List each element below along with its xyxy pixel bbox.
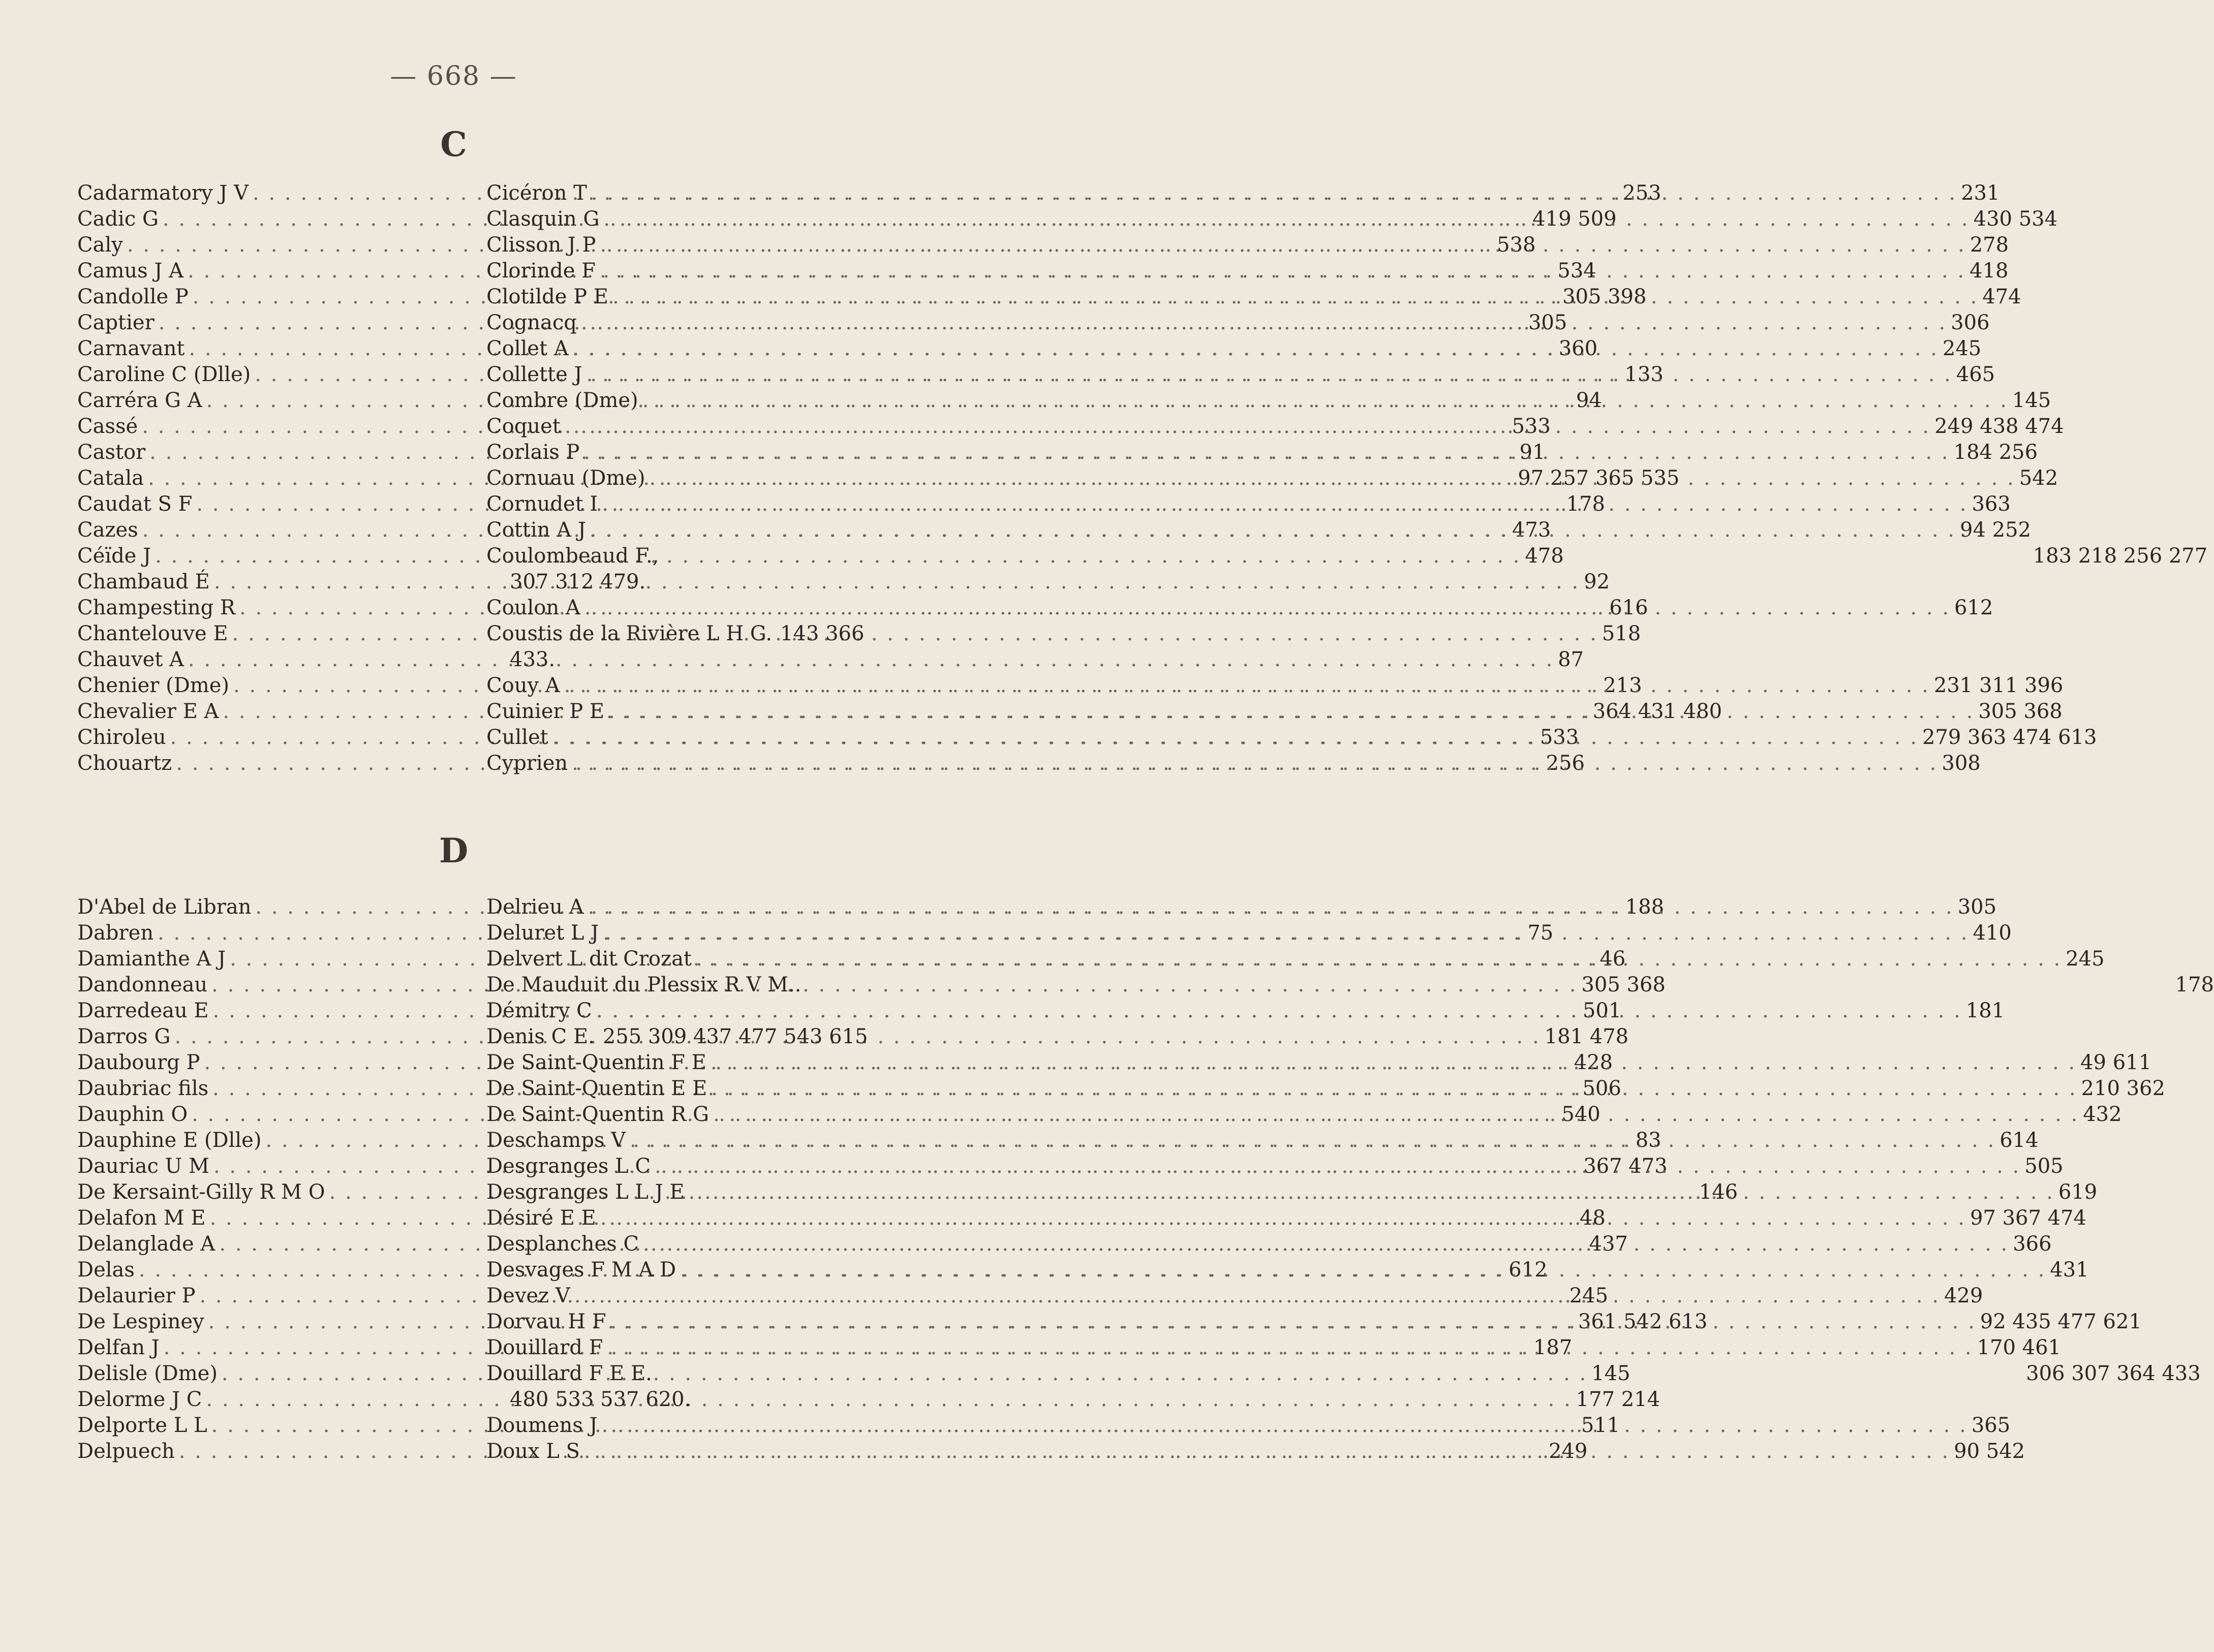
entry-pages: 419 509 bbox=[1532, 207, 1617, 231]
entry-name: Carnavant bbox=[77, 337, 185, 360]
entry-name: Daubourg P bbox=[77, 1051, 200, 1074]
entry-pages: 253 bbox=[1622, 181, 1662, 205]
entry-name: Darros G bbox=[77, 1025, 171, 1048]
entry-name: Champesting R bbox=[77, 596, 236, 619]
entry-name: Cornuau (Dme) bbox=[486, 466, 645, 490]
entry-name: Cicéron T bbox=[486, 181, 587, 205]
entry-pages: 90 542 bbox=[1954, 1440, 2025, 1463]
section-letter-c: C bbox=[440, 124, 467, 164]
entry-name: Cottin A J bbox=[486, 518, 586, 542]
entry-name: Delporte L L bbox=[77, 1414, 207, 1437]
entry-pages: 87 bbox=[1558, 648, 1584, 671]
entry-pages: 363 bbox=[1972, 492, 2011, 516]
entry-pages: 612 bbox=[1954, 596, 1993, 619]
entry-name: Cadic G bbox=[77, 207, 159, 231]
entry-name: Douillard F bbox=[486, 1336, 603, 1359]
entry-pages: 308 bbox=[1942, 752, 1981, 775]
entry-pages: 410 bbox=[1973, 921, 2012, 945]
entry-pages: 183 218 256 277 bbox=[2033, 544, 2208, 568]
entry-name: Chauvet A bbox=[77, 648, 184, 671]
entry-pages: 133 bbox=[1624, 363, 1664, 386]
dot-leader bbox=[188, 647, 1554, 673]
entry-name: Catala bbox=[77, 466, 144, 490]
entry-name: Désiré E E bbox=[486, 1206, 596, 1230]
entry-pages: 418 bbox=[1970, 259, 2009, 283]
entry-pages: 305 368 bbox=[1978, 700, 2063, 723]
index-entry-continuation: 307 312 479. bbox=[510, 570, 646, 594]
entry-pages: 505 bbox=[2024, 1155, 2064, 1178]
entry-name: De Saint-Quentin F E bbox=[486, 1051, 706, 1074]
dot-leader bbox=[584, 1439, 1950, 1464]
dot-leader bbox=[564, 673, 1930, 699]
entry-name: Douillard F E E. bbox=[486, 1362, 652, 1385]
entry-pages: 145 bbox=[2012, 389, 2051, 412]
entry-name: Dauphine E (Dlle) bbox=[77, 1129, 262, 1152]
entry-name: Delas bbox=[77, 1258, 135, 1282]
index-entry-continuation: 433. bbox=[510, 648, 556, 671]
dot-leader bbox=[565, 414, 1930, 440]
entry-name: Démitry C bbox=[486, 999, 592, 1022]
entry-pages: 306 307 364 433 bbox=[2026, 1362, 2201, 1385]
entry-pages: 245 bbox=[1569, 1284, 1609, 1307]
entry-pages: 181 478 bbox=[1544, 1025, 1629, 1048]
entry-pages: 94 252 bbox=[1960, 518, 2031, 542]
entry-name: Clisson J P bbox=[486, 233, 596, 257]
entry-pages: 431 bbox=[2050, 1258, 2089, 1282]
entry-name: Caroline C (Dlle) bbox=[77, 363, 251, 386]
entry-pages: 48 bbox=[1579, 1206, 1606, 1230]
entry-name: Cuinier P E bbox=[486, 700, 605, 723]
entry-name: Coustis de la Rivière L H G. bbox=[486, 622, 773, 645]
entry-pages: 542 bbox=[2019, 466, 2058, 490]
entry-pages: 533 bbox=[1512, 415, 1551, 438]
entry-pages: 170 461 bbox=[1977, 1336, 2062, 1359]
entry-name: Desgranges L L J E bbox=[486, 1180, 685, 1204]
entry-pages: 143 366 bbox=[780, 622, 865, 645]
dot-leader bbox=[689, 1179, 2054, 1205]
entry-name: Delpuech bbox=[77, 1440, 175, 1463]
entry-name: Castor bbox=[77, 441, 146, 464]
entry-name: Deluret L J bbox=[486, 921, 599, 945]
entry-name: Cognacq bbox=[486, 311, 577, 334]
entry-pages: 465 bbox=[1956, 363, 1995, 386]
dot-leader bbox=[585, 595, 1950, 621]
entry-name: Delrieu A bbox=[486, 895, 584, 919]
entry-pages: 92 435 477 621 bbox=[1980, 1310, 2142, 1333]
entry-name: Delaurier P bbox=[77, 1284, 196, 1307]
entry-name: Combre (Dme) bbox=[486, 389, 638, 412]
entry-pages: 46 bbox=[1600, 947, 1626, 971]
entry-pages: 94 bbox=[1576, 389, 1602, 412]
entry-name: Cadarmatory J V bbox=[77, 181, 249, 205]
entry-name: Chambaud É bbox=[77, 570, 210, 594]
entry-pages: 533 bbox=[1540, 726, 1579, 749]
dot-leader bbox=[603, 206, 1969, 232]
entry-name: Dauphin O bbox=[77, 1103, 188, 1126]
entry-name: De Saint-Quentin E E bbox=[486, 1077, 708, 1100]
dot-leader bbox=[600, 232, 1965, 258]
entry-name: Collet A bbox=[486, 337, 569, 360]
entry-pages: 245 bbox=[2066, 947, 2105, 971]
entry-pages: 146 bbox=[1699, 1180, 1738, 1204]
entry-pages: 184 256 bbox=[1953, 441, 2038, 464]
entry-name: Dauriac U M bbox=[77, 1155, 209, 1178]
page-number: — 668 — bbox=[390, 61, 517, 91]
entry-name: Dabren bbox=[77, 921, 154, 945]
index-entry bbox=[486, 1024, 868, 1050]
entry-pages: 430 534 bbox=[1973, 207, 2058, 231]
entry-pages: 366 bbox=[2013, 1232, 2052, 1256]
entry-pages: 92 bbox=[1584, 570, 1610, 594]
entry-name: Coulombeaud F., bbox=[486, 544, 659, 568]
dot-leader bbox=[574, 1283, 1940, 1309]
entry-name: Delorme J C bbox=[77, 1388, 202, 1411]
entry-name: Cassé bbox=[77, 415, 138, 438]
dot-leader bbox=[583, 440, 1949, 465]
entry-name: Captier bbox=[77, 311, 155, 334]
entry-pages: 367 473 bbox=[1583, 1155, 1668, 1178]
entry-pages: 518 bbox=[1602, 622, 1641, 645]
entry-name: Candolle P bbox=[77, 285, 189, 308]
entry-pages: 614 bbox=[2000, 1129, 2039, 1152]
entry-pages: 616 bbox=[1609, 596, 1648, 619]
entry-name: Chenier (Dme) bbox=[77, 674, 229, 697]
entry-name: Caudat S F bbox=[77, 492, 193, 516]
dot-leader bbox=[680, 1257, 2046, 1283]
entry-pages: 619 bbox=[2058, 1180, 2098, 1204]
entry-pages: 474 bbox=[1982, 285, 2021, 308]
entry-name: Chiroleu bbox=[77, 726, 166, 749]
dot-leader bbox=[581, 310, 1947, 336]
dot-leader bbox=[612, 284, 1978, 310]
entry-name: Doux L S bbox=[486, 1440, 580, 1463]
entry-pages: 305 bbox=[1528, 311, 1567, 334]
dot-leader bbox=[607, 1335, 1973, 1361]
entry-name: Delafon M E bbox=[77, 1206, 206, 1230]
entry-pages: 540 bbox=[1561, 1103, 1601, 1126]
dot-leader bbox=[630, 1128, 1995, 1154]
entry-pages: 249 bbox=[1549, 1440, 1588, 1463]
entry-pages: 612 bbox=[1509, 1258, 1548, 1282]
entry-name: Dandonneau bbox=[77, 973, 208, 996]
entry-name: De Saint-Quentin R G bbox=[486, 1103, 709, 1126]
entry-pages: 365 bbox=[1971, 1414, 2011, 1437]
entry-name: Denis C E. bbox=[486, 1025, 595, 1048]
entry-pages: 305 368 bbox=[1581, 973, 1666, 996]
dot-leader bbox=[655, 1154, 2020, 1179]
entry-pages: 279 363 474 613 bbox=[1922, 726, 2097, 749]
entry-pages: 278 bbox=[1970, 233, 2009, 257]
entry-pages: 181 bbox=[1965, 999, 2005, 1022]
dot-leader bbox=[603, 920, 1969, 946]
entry-pages: 437 bbox=[1589, 1232, 1628, 1256]
section-letter-d: D bbox=[439, 831, 469, 870]
entry-pages: 538 bbox=[1497, 233, 1536, 257]
entry-name: Coquet bbox=[486, 415, 561, 438]
entry-pages: 231 bbox=[1961, 181, 2000, 205]
entry-pages: 83 bbox=[1635, 1129, 1662, 1152]
dot-leader bbox=[572, 751, 1938, 776]
entry-pages: 245 bbox=[1942, 337, 1982, 360]
entry-name: Cyprien bbox=[486, 752, 568, 775]
entry-name: Cornudet I bbox=[486, 492, 598, 516]
entry-pages: 364 431 480 bbox=[1592, 700, 1723, 723]
entry-name: Damianthe A J bbox=[77, 947, 226, 971]
dot-leader bbox=[602, 491, 1967, 517]
entry-pages: 97 257 365 535 bbox=[1518, 466, 1680, 490]
dot-leader bbox=[713, 1102, 2079, 1128]
entry-name: Delvert L dit Crozat bbox=[486, 947, 692, 971]
entry-name: Desgranges L C bbox=[486, 1155, 651, 1178]
entry-pages: 255 309 437 477 543 615 bbox=[602, 1025, 868, 1048]
entry-name: Delfan J bbox=[77, 1336, 160, 1359]
entry-pages: 249 438 474 bbox=[1934, 415, 2064, 438]
entry-name: De Mauduit du Plessix R V M.. bbox=[486, 973, 802, 996]
entry-pages: 210 362 bbox=[2081, 1077, 2165, 1100]
dot-leader bbox=[610, 1309, 1976, 1335]
entry-name: Cazes bbox=[77, 518, 138, 542]
entry-name: Cullet bbox=[486, 726, 548, 749]
dot-leader bbox=[214, 569, 1580, 595]
entry-name: Couy A bbox=[486, 674, 560, 697]
entry-pages: 429 bbox=[1944, 1284, 1983, 1307]
dot-leader bbox=[587, 362, 1952, 388]
entry-pages: 75 bbox=[1527, 921, 1554, 945]
dot-leader bbox=[602, 1413, 1967, 1439]
entry-name: Deschamps V bbox=[486, 1129, 626, 1152]
entry-pages: 145 bbox=[1591, 1362, 1631, 1385]
dot-leader bbox=[711, 1050, 2076, 1076]
entry-name: Daubriac fils bbox=[77, 1077, 209, 1100]
dot-leader bbox=[642, 388, 2008, 414]
dot-leader bbox=[643, 1231, 2009, 1257]
entry-pages: 188 bbox=[1625, 895, 1665, 919]
entry-name: De Lespiney bbox=[77, 1310, 204, 1333]
dot-leader bbox=[596, 998, 1962, 1024]
dot-leader bbox=[696, 946, 2062, 972]
dot-leader bbox=[588, 894, 1953, 920]
entry-pages: 178 bbox=[1566, 492, 1605, 516]
entry-pages: 256 bbox=[1546, 752, 1585, 775]
entry-pages: 506 bbox=[1582, 1077, 1621, 1100]
dot-leader bbox=[711, 1076, 2077, 1102]
dot-leader bbox=[591, 180, 1957, 206]
entry-pages: 213 bbox=[1603, 674, 1642, 697]
dot-leader bbox=[650, 465, 2015, 491]
entry-pages: 511 bbox=[1581, 1414, 1620, 1437]
entry-name: De Kersaint-Gilly R M O bbox=[77, 1180, 325, 1204]
dot-leader bbox=[206, 1387, 1572, 1413]
entry-name: Coulon A bbox=[486, 596, 580, 619]
entry-name: Collette J bbox=[486, 363, 582, 386]
entry-name: Clotilde P E bbox=[486, 285, 608, 308]
entry-name: Delanglade A bbox=[77, 1232, 216, 1256]
dot-leader bbox=[232, 621, 1598, 647]
entry-pages: 231 311 396 bbox=[1933, 674, 2064, 697]
entry-pages: 178 bbox=[2175, 973, 2214, 996]
entry-pages: 305 398 bbox=[1562, 285, 1647, 308]
dot-leader bbox=[600, 1205, 1966, 1231]
dot-leader bbox=[211, 972, 1577, 998]
entry-pages: 361 542 613 bbox=[1578, 1310, 1708, 1333]
entry-name: Camus J A bbox=[77, 259, 184, 283]
entry-pages: 177 214 bbox=[1576, 1388, 1660, 1411]
entry-pages: 473 bbox=[1512, 518, 1551, 542]
entry-pages: 428 bbox=[1574, 1051, 1613, 1074]
entry-name: Clasquin G bbox=[486, 207, 600, 231]
entry-name: Chouartz bbox=[77, 752, 172, 775]
entry-pages: 360 bbox=[1558, 337, 1598, 360]
entry-name: Devez V bbox=[486, 1284, 570, 1307]
index-entry bbox=[486, 621, 865, 647]
dot-leader bbox=[552, 725, 1918, 751]
entry-name: Doumens J bbox=[486, 1414, 598, 1437]
entry-name: D'Abel de Libran bbox=[77, 895, 252, 919]
entry-name: Clorinde F bbox=[486, 259, 596, 283]
entry-pages: 187 bbox=[1533, 1336, 1573, 1359]
entry-name: Céïde J bbox=[77, 544, 151, 568]
entry-pages: 534 bbox=[1557, 259, 1596, 283]
dot-leader bbox=[222, 1361, 1587, 1387]
entry-name: Caly bbox=[77, 233, 123, 257]
entry-pages: 97 367 474 bbox=[1970, 1206, 2086, 1230]
entry-pages: 432 bbox=[2083, 1103, 2122, 1126]
entry-pages: 49 611 bbox=[2080, 1051, 2152, 1074]
entry-name: Chantelouve E bbox=[77, 622, 228, 645]
dot-leader bbox=[608, 699, 1974, 725]
entry-name: Corlais P bbox=[486, 441, 580, 464]
dot-leader bbox=[573, 336, 1939, 362]
entry-name: Darredeau E bbox=[77, 999, 209, 1022]
entry-name: Carréra G A bbox=[77, 389, 202, 412]
entry-name: Chevalier E A bbox=[77, 700, 219, 723]
entry-pages: 501 bbox=[1582, 999, 1622, 1022]
entry-name: Desplanches C bbox=[486, 1232, 639, 1256]
entry-name: Dorvau H F bbox=[486, 1310, 606, 1333]
dot-leader bbox=[590, 517, 1956, 543]
entry-name: Desvages F M A D bbox=[486, 1258, 676, 1282]
index-entry-continuation: 480 533 537 620. bbox=[510, 1388, 691, 1411]
entry-pages: 478 bbox=[1525, 544, 1564, 568]
entry-pages: 305 bbox=[1957, 895, 1997, 919]
entry-name: Delisle (Dme) bbox=[77, 1362, 218, 1385]
entry-pages: 91 bbox=[1519, 441, 1546, 464]
entry-pages: 306 bbox=[1951, 311, 1990, 334]
dot-leader bbox=[600, 258, 1965, 284]
